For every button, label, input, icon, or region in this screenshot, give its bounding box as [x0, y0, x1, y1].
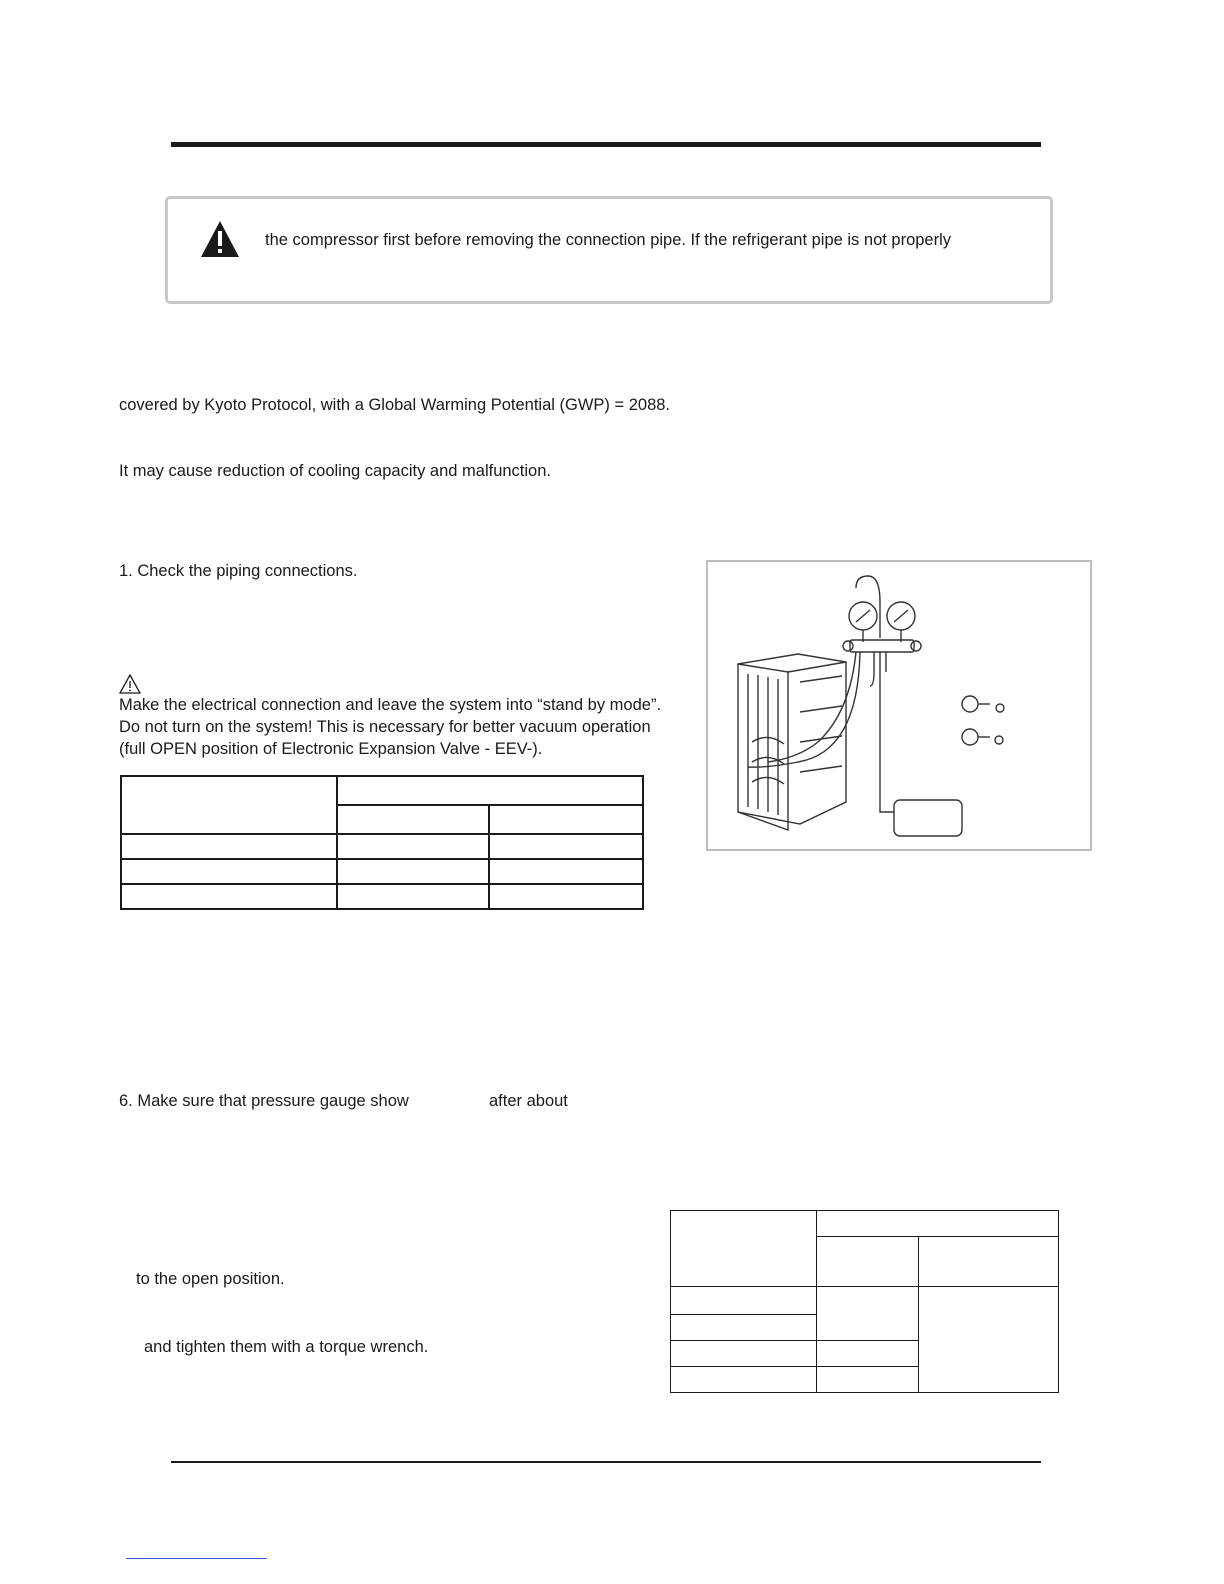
table-cell	[816, 1287, 919, 1341]
caution-outline-triangle-icon	[119, 674, 141, 694]
table-cell	[919, 1237, 1059, 1287]
torque-table	[670, 1210, 1059, 1393]
vacuum-diagram-drawing	[708, 562, 1090, 849]
table-cell	[671, 1287, 817, 1315]
table-cell	[337, 776, 643, 805]
caution-line-1: Make the electrical connection and leave the system into “stand by mode”.	[119, 696, 662, 714]
table-cell	[816, 1341, 919, 1367]
vacuum-diagram	[706, 560, 1092, 851]
open-position-text: to the open position.	[136, 1270, 285, 1288]
table-cell	[121, 776, 337, 834]
table-cell	[671, 1211, 817, 1287]
table-cell	[337, 884, 488, 909]
warning-box	[165, 196, 1053, 304]
footer-link-underline[interactable]	[126, 1558, 267, 1559]
table-cell	[337, 834, 488, 859]
header-rule	[171, 142, 1041, 147]
table-cell	[489, 805, 643, 834]
table-cell	[121, 859, 337, 884]
kyoto-paragraph: covered by Kyoto Protocol, with a Global Warming Potential (GWP) = 2088.	[119, 396, 671, 414]
reduction-paragraph: It may cause reduction of cooling capacity and malfunction.	[119, 462, 551, 480]
table-cell	[337, 805, 488, 834]
table-cell	[671, 1341, 817, 1367]
table-cell	[489, 834, 643, 859]
step-1: 1. Check the piping connections.	[119, 562, 358, 580]
table-cell	[121, 884, 337, 909]
table-cell	[816, 1237, 919, 1287]
footer-rule	[171, 1461, 1041, 1463]
table-cell	[337, 859, 488, 884]
step-6-text: 6. Make sure that pressure gauge show	[119, 1092, 409, 1110]
table-cell	[671, 1367, 817, 1393]
table-cell	[671, 1315, 817, 1341]
pipe-table	[120, 775, 644, 910]
table-cell	[121, 834, 337, 859]
table-cell	[489, 884, 643, 909]
caution-line-2: Do not turn on the system! This is necessary for better vacuum operation	[119, 718, 651, 736]
warning-text: the compressor first before removing the connection pipe. If the refrigerant pipe is not properly	[265, 231, 952, 249]
table-cell	[489, 859, 643, 884]
table-cell	[816, 1367, 919, 1393]
tighten-text: and tighten them with a torque wrench.	[144, 1338, 429, 1356]
table-cell	[816, 1211, 1058, 1237]
caution-line-3: (full OPEN position of Electronic Expansion Valve - EEV-).	[119, 740, 543, 758]
step-6-suffix: after about	[489, 1092, 568, 1110]
warning-triangle-icon	[200, 220, 240, 258]
table-cell	[919, 1287, 1059, 1393]
